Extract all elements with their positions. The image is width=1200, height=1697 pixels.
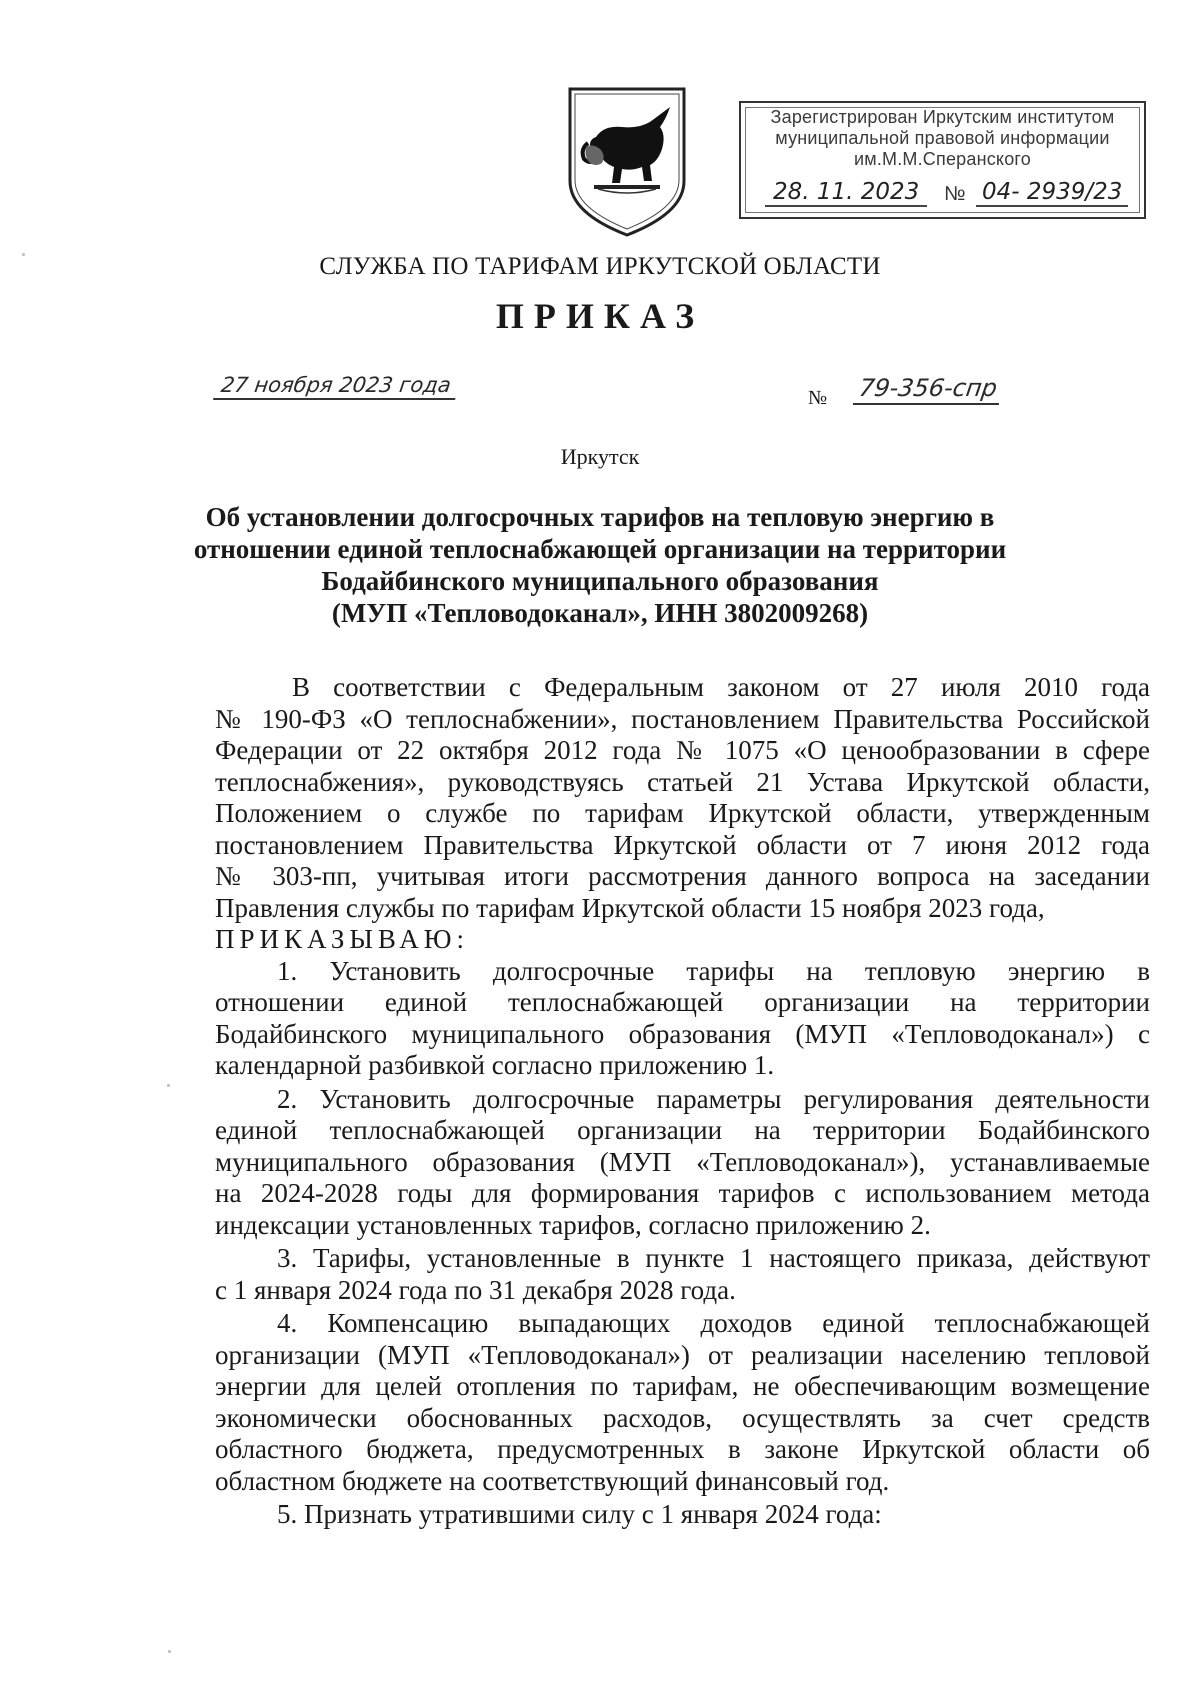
stamp-registration-row <box>751 179 1134 211</box>
item-line: областного бюджета, предусмотренных в законе Иркутской области об <box>215 1434 1150 1464</box>
subject-line: (МУП «Тепловодоканал», ИНН 3802009268) <box>331 598 869 628</box>
preamble-line: теплоснабжения», руководствуясь статьей 21 Устава Иркутской области, <box>215 766 1150 797</box>
registration-date: 28. 11. 2023 <box>765 179 927 207</box>
preamble-line: Правления службы по тарифам Иркутской области 15 ноября 2023 года, <box>215 892 1045 923</box>
order-number-handwritten: 79-356-спр <box>853 374 1003 405</box>
subject-line: Об установлении долгосрочных тарифов на тепловую энергию в <box>205 502 995 532</box>
item-line: муниципального образования (МУП «Тепловодоканал»), устанавливаемые <box>215 1146 1150 1177</box>
preamble-line: № 303-пп, учитывая итоги рассмотрения данного вопроса на заседании <box>215 861 1150 891</box>
item-line: энергии для целей отопления по тарифам, не обеспечивающим возмещение <box>215 1371 1150 1401</box>
preamble-line: В соответствии с Федеральным законом от 27 июля 2010 года <box>292 672 1150 702</box>
agency-name: СЛУЖБА ПО ТАРИФАМ ИРКУТСКОЙ ОБЛАСТИ <box>319 253 881 280</box>
registration-number: 04- 2939/23 <box>976 179 1128 207</box>
coat-of-arms-icon <box>566 85 688 237</box>
order-subject <box>160 501 1040 629</box>
item-line: областном бюджете на соответствующий финансовый год. <box>215 1465 890 1496</box>
stamp-line: им.М.М.Сперанского <box>853 149 1031 169</box>
item-line: 1. Установить долгосрочные тарифы на тепловую энергию в <box>277 955 1150 986</box>
subject-line: Бодайбинского муниципального образования <box>321 566 879 596</box>
scan-speck <box>22 253 25 256</box>
registration-stamp <box>739 101 1146 219</box>
item-line: календарной разбивкой согласно приложению 1. <box>215 1050 775 1080</box>
item-line: единой теплоснабжающей организации на территории Бодайбинского <box>215 1115 1150 1145</box>
item-line: 2. Установить долгосрочные параметры регулирования деятельности <box>277 1083 1150 1114</box>
order-number-label: № <box>808 387 828 409</box>
stamp-line: муниципальной правовой информации <box>775 128 1110 148</box>
registration-number-label: № <box>944 183 966 205</box>
item-line: на 2024-2028 годы для формирования тарифов с использованием метода <box>215 1178 1150 1208</box>
stamp-line: Зарегистрирован Иркутским институтом <box>770 107 1115 127</box>
item-line: Бодайбинского муниципального образования (МУП «Тепловодоканал») с <box>215 1018 1150 1049</box>
preamble-line: Федерации от 22 октября 2012 года № 1075 «О ценообразовании в сфере <box>215 735 1150 765</box>
order-body <box>215 672 1150 1531</box>
scan-speck <box>167 1084 170 1087</box>
order-title: ПРИКАЗ <box>495 296 705 336</box>
item-line: индексации установленных тарифов, согласно приложению 2. <box>215 1209 931 1240</box>
item-line: организации (МУП «Тепловодоканал») от реализации населению тепловой <box>215 1339 1150 1370</box>
item-line: 3. Тарифы, установленные в пункте 1 настоящего приказа, действуют <box>277 1243 1150 1273</box>
item-line: отношении единой теплоснабжающей организации на территории <box>215 987 1150 1017</box>
item-line: 4. Компенсацию выпадающих доходов единой теплоснабжающей <box>277 1308 1150 1338</box>
preamble-line: № 190-ФЗ «О теплоснабжении», постановлением Правительства Российской <box>215 703 1150 734</box>
subject-line: отношении единой теплоснабжающей организации на территории <box>193 534 1007 564</box>
preamble-line: Положением о службе по тарифам Иркутской области, утвержденным <box>215 798 1150 828</box>
order-date-handwritten: 27 ноября 2023 года <box>213 373 458 400</box>
item-line: экономически обоснованных расходов, осуществлять за счет средств <box>215 1402 1150 1433</box>
scan-speck <box>168 1650 171 1653</box>
item-line: с 1 января 2024 года по 31 декабря 2028 года. <box>215 1274 736 1305</box>
order-word: ПРИКАЗЫВАЮ: <box>215 924 469 954</box>
preamble-line: постановлением Правительства Иркутской области от 7 июня 2012 года <box>215 829 1150 860</box>
item-line: 5. Признать утратившими силу с 1 января 2024 года: <box>277 1499 882 1529</box>
city: Иркутск <box>560 444 640 469</box>
